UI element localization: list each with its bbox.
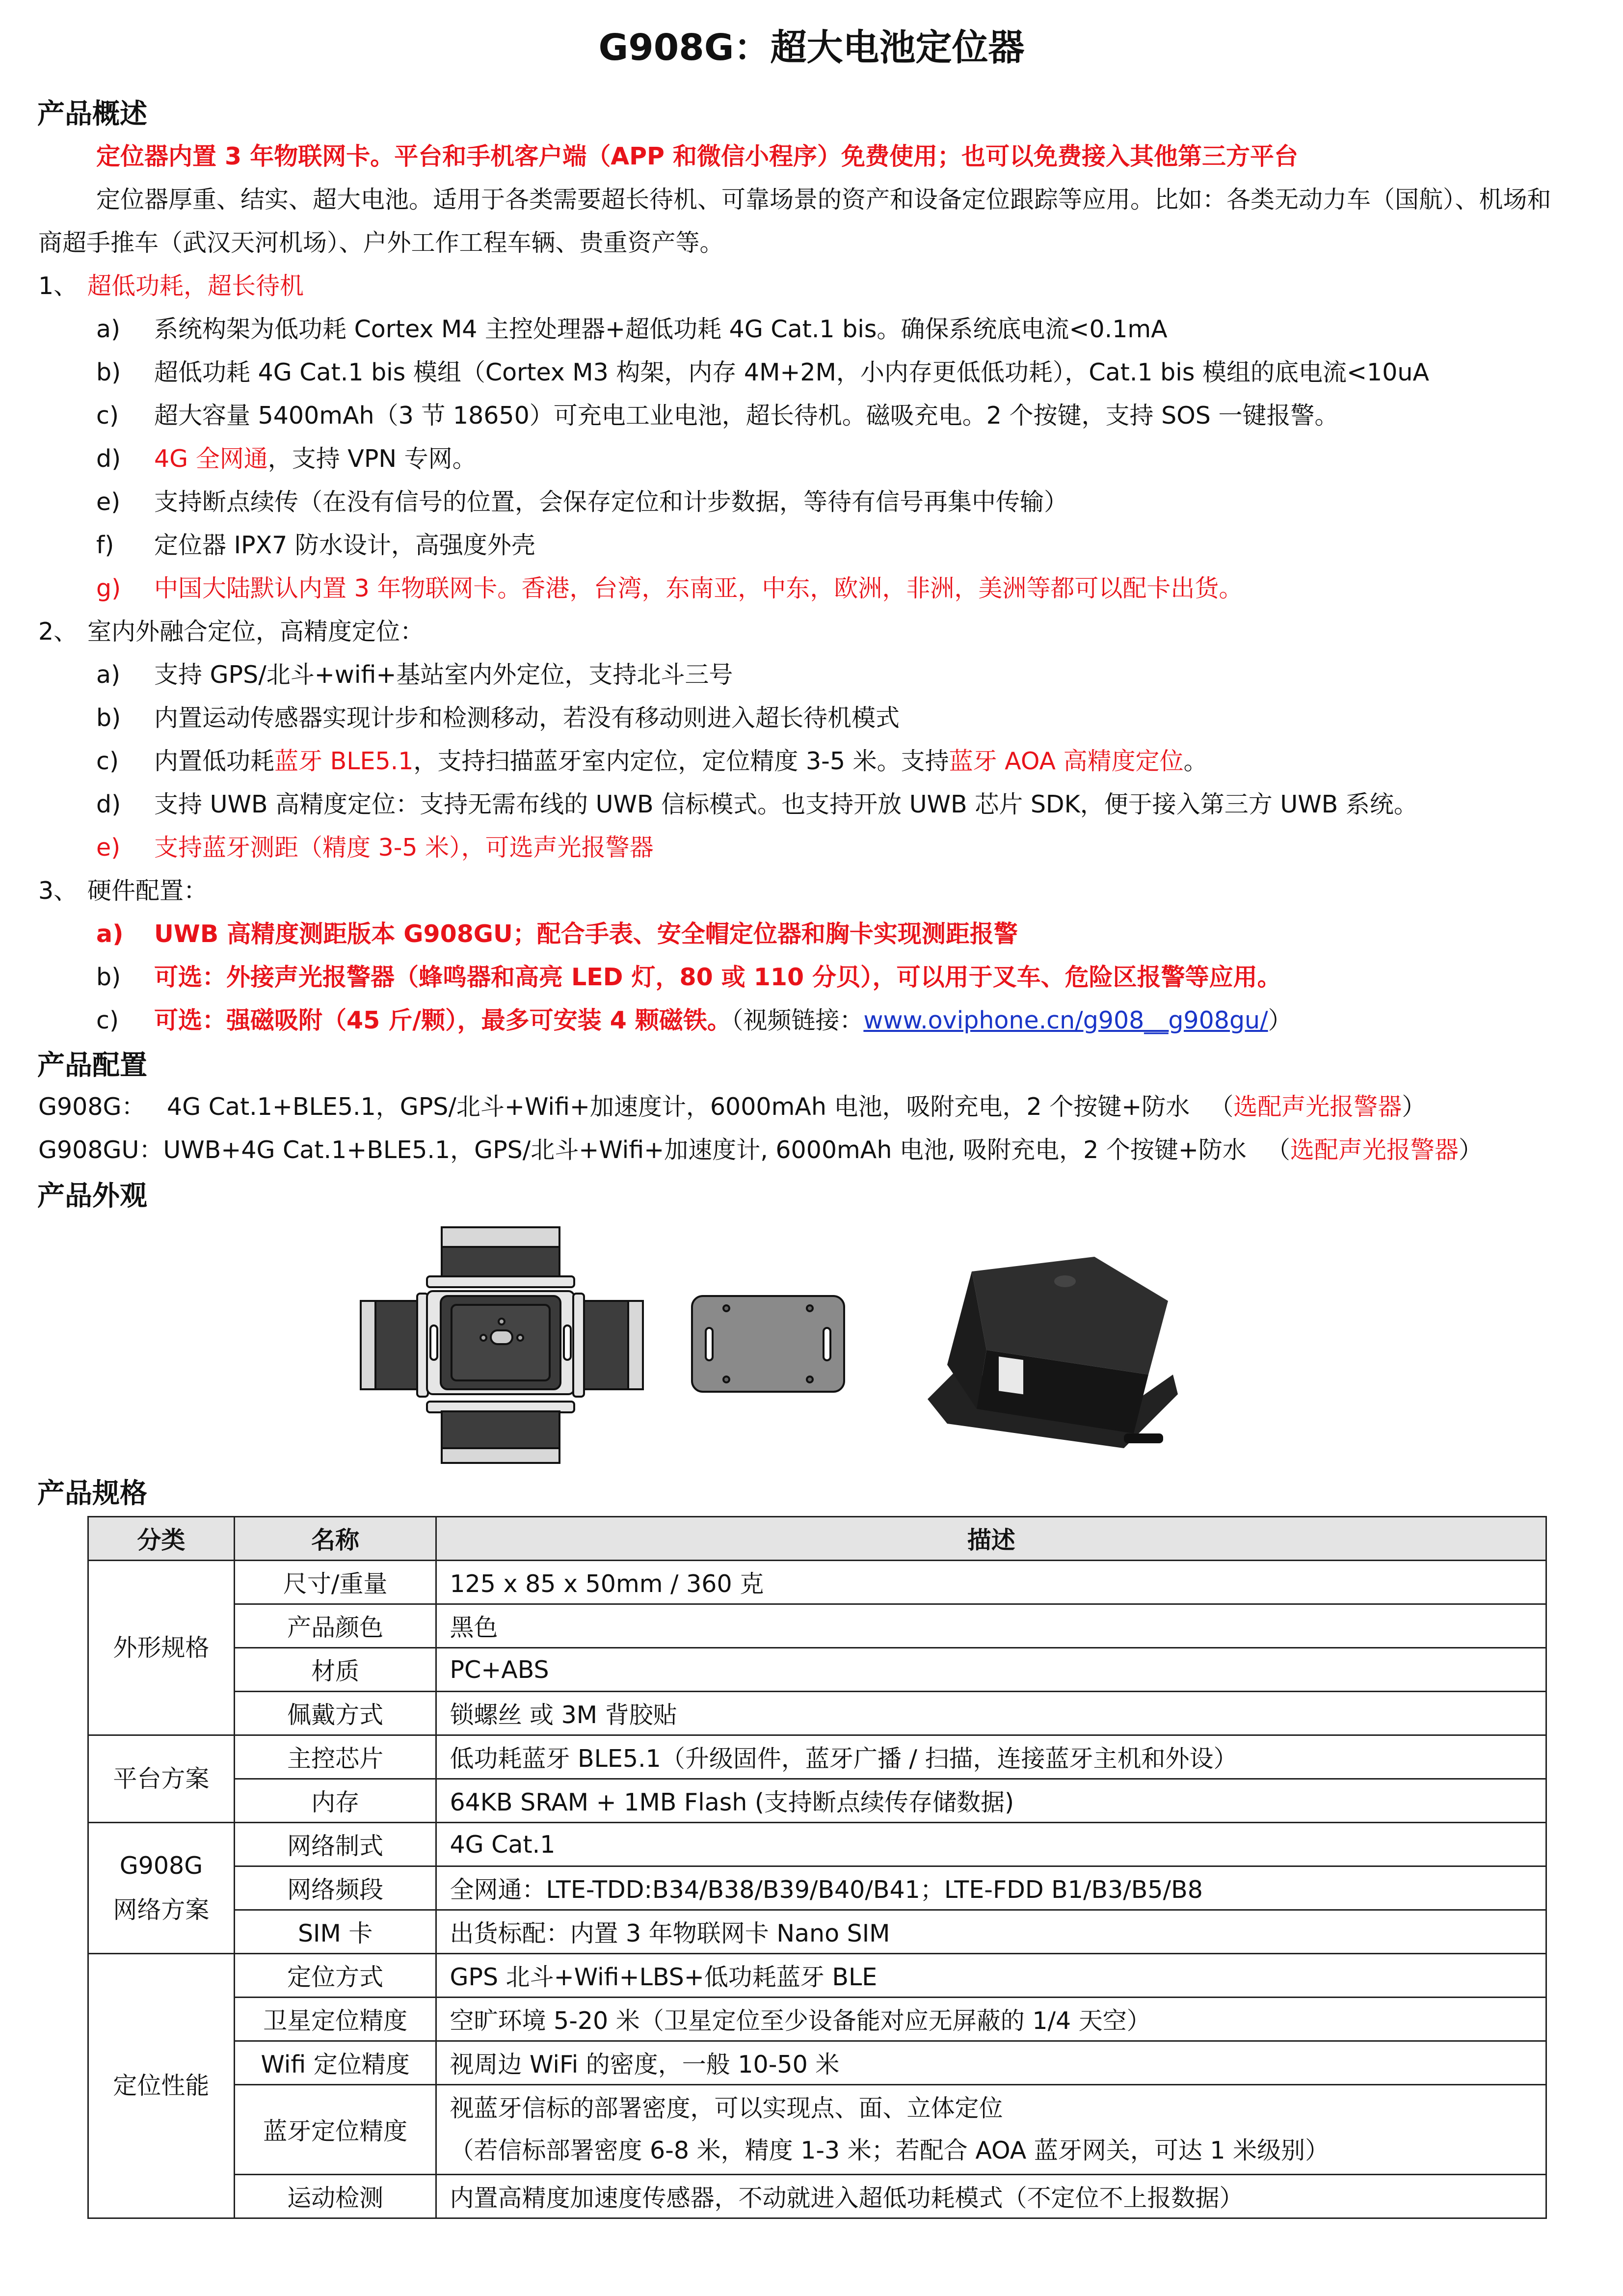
list2-item-c [154, 740, 1208, 783]
option-open-paren: （ [1209, 1093, 1234, 1121]
table-row [88, 1561, 1546, 1604]
table-category-network-line2: 网络方案 [113, 1896, 210, 1924]
video-link[interactable]: www.oviphone.cn/g908__g908gu/ [863, 1006, 1268, 1034]
table-category-network-line1: G908G [119, 1852, 203, 1880]
option-close-paren: ） [1458, 1136, 1483, 1164]
list3-item-c [154, 999, 1292, 1042]
list-letter: d) [96, 790, 121, 818]
overview-paragraph-line2: 商超手推车（武汉天河机场）、户外工作工程车辆、贵重资产等。 [38, 229, 724, 257]
list3-item-c-suffix: ） [1268, 1006, 1292, 1034]
list3-item-b: 可选：外接声光报警器（蜂鸣器和高亮 LED 灯，80 或 110 分贝），可以用于叉车、危险区报警等应用。 [154, 963, 1281, 991]
table-cell-desc: 空旷环境 5-20 米（卫星定位至少设备能对应无屏蔽的 1/4 天空） [436, 1998, 1546, 2041]
table-category-platform: 平台方案 [88, 1735, 235, 1823]
config-g908gu [38, 1129, 1483, 1172]
list-letter: b) [96, 704, 121, 732]
table-cell-desc [436, 2085, 1546, 2175]
table-row [88, 1735, 1546, 1779]
list3-heading: 硬件配置： [87, 877, 208, 905]
table-row [88, 1823, 1546, 1866]
list-letter: a) [96, 315, 121, 343]
list-letter: b) [96, 963, 121, 991]
page-title: G908G：超大电池定位器 [598, 27, 1025, 69]
list-letter: e) [96, 834, 121, 862]
list1-number: 1、 [38, 272, 78, 300]
list2-item-a: 支持 GPS/北斗+wifi+基站室内外定位，支持北斗三号 [154, 661, 733, 689]
table-cell-name: Wifi 定位精度 [234, 2041, 436, 2085]
config-g908g-option: 选配声光报警器 [1233, 1093, 1402, 1121]
table-cell-desc-line2: （若信标部署密度 6-8 米，精度 1-3 米；若配合 AOA 蓝牙网关，可达 1 米级别） [450, 2136, 1330, 2164]
table-cell-name: 尺寸/重量 [234, 1561, 436, 1604]
list3-item-c-red: 可选：强磁吸附（45 斤/颗），最多可安装 4 颗磁铁。 [154, 1006, 731, 1034]
list1-item-d-rest: ，支持 VPN 专网。 [267, 445, 477, 473]
table-cell-name: 佩戴方式 [234, 1692, 436, 1735]
table-cell-desc: GPS 北斗+Wifi+LBS+低功耗蓝牙 BLE [436, 1954, 1546, 1998]
table-row [88, 1604, 1546, 1648]
device-exploded-view-image [353, 1217, 854, 1473]
table-row [88, 2175, 1546, 2218]
list1-item-a: 系统构架为低功耗 Cortex M4 主控处理器+超低功耗 4G Cat.1 bis。确保系统底电流<0.1mA [154, 315, 1168, 343]
list1-item-c: 超大容量 5400mAh（3 节 18650）可充电工业电池，超长待机。磁吸充电。2 个按键，支持 SOS 一键报警。 [154, 402, 1339, 430]
table-row [88, 1954, 1546, 1998]
table-cell-desc: 低功耗蓝牙 BLE5.1（升级固件，蓝牙广播 / 扫描，连接蓝牙主机和外设） [436, 1735, 1546, 1779]
table-cell-name: 定位方式 [234, 1954, 436, 1998]
table-cell-name: 内存 [234, 1779, 436, 1823]
list1-item-f: 定位器 IPX7 防水设计，高强度外壳 [154, 531, 535, 559]
section-heading-spec: 产品规格 [37, 1478, 147, 1510]
section-heading-appearance: 产品外观 [37, 1180, 147, 1212]
config-g908gu-name: G908GU： [38, 1136, 163, 1164]
config-g908gu-option: 选配声光报警器 [1290, 1136, 1459, 1164]
table-category-network [88, 1823, 235, 1954]
table-cell-name: SIM 卡 [234, 1910, 436, 1954]
list-letter: b) [96, 358, 121, 386]
table-cell-desc: 视周边 WiFi 的密度，一般 10-50 米 [436, 2041, 1546, 2085]
table-row [88, 2041, 1546, 2085]
list-letter: a) [96, 920, 124, 948]
section-heading-overview: 产品概述 [37, 98, 147, 130]
list-letter: c) [96, 747, 119, 775]
table-cell-desc: PC+ABS [436, 1648, 1546, 1692]
list3-item-c-prefix: （视频链接： [731, 1006, 864, 1034]
list-letter: a) [96, 661, 121, 689]
list1-item-g: 中国大陆默认内置 3 年物联网卡。香港，台湾，东南亚，中东，欧洲，非洲，美洲等都可以配卡出货。 [154, 574, 1243, 602]
config-g908gu-desc: UWB+4G Cat.1+BLE5.1，GPS/北斗+Wifi+加速度计, 6000mAh 电池, 吸附充电，2 个按键+防水 [163, 1136, 1247, 1164]
table-cell-desc: 125 x 85 x 50mm / 360 克 [436, 1561, 1546, 1604]
table-cell-desc: 锁螺丝 或 3M 背胶贴 [436, 1692, 1546, 1735]
table-cell-desc: 出货标配：内置 3 年物联网卡 Nano SIM [436, 1910, 1546, 1954]
table-cell-desc: 内置高精度加速度传感器，不动就进入超低功耗模式（不定位不上报数据） [436, 2175, 1546, 2218]
table-cell-name: 产品颜色 [234, 1604, 436, 1648]
table-row [88, 1648, 1546, 1692]
list-letter: c) [96, 402, 119, 430]
table-cell-name: 主控芯片 [234, 1735, 436, 1779]
table-cell-desc: 黑色 [436, 1604, 1546, 1648]
config-g908g-name: G908G： [38, 1093, 146, 1121]
list1-item-d [154, 437, 477, 481]
list2-item-b: 内置运动传感器实现计步和检测移动，若没有移动则进入超长待机模式 [154, 704, 900, 732]
list3-number: 3、 [38, 877, 78, 905]
table-row [88, 2085, 1546, 2175]
list-letter: g) [96, 574, 121, 602]
table-header-description: 描述 [436, 1517, 1546, 1561]
list1-heading: 超低功耗，超长待机 [87, 272, 304, 300]
table-category-positioning: 定位性能 [88, 1954, 235, 2218]
table-cell-desc-line1: 视蓝牙信标的部署密度，可以实现点、面、立体定位 [450, 2094, 1003, 2122]
table-header-name: 名称 [234, 1517, 436, 1561]
table-row [88, 1692, 1546, 1735]
list2-item-c-part2: ，支持扫描蓝牙室内定位，定位精度 3-5 米。支持 [413, 747, 949, 775]
config-g908g-desc: 4G Cat.1+BLE5.1，GPS/北斗+Wifi+加速度计，6000mAh 电池，吸附充电，2 个按键+防水 [167, 1093, 1190, 1121]
table-cell-name: 卫星定位精度 [234, 1998, 436, 2041]
list2-heading: 室内外融合定位，高精度定位： [87, 618, 425, 646]
table-cell-name: 运动检测 [234, 2175, 436, 2218]
table-cell-name: 材质 [234, 1648, 436, 1692]
table-cell-name: 网络频段 [234, 1866, 436, 1910]
spec-table [87, 1516, 1547, 2219]
list2-item-c-part3: 。 [1183, 747, 1208, 775]
list-letter: f) [96, 531, 114, 559]
table-row [88, 1779, 1546, 1823]
table-header-category: 分类 [88, 1517, 235, 1561]
list1-item-b: 超低功耗 4G Cat.1 bis 模组（Cortex M3 构架，内存 4M+2M，小内存更低低功耗），Cat.1 bis 模组的底电流<10uA [154, 358, 1429, 386]
section-heading-config: 产品配置 [37, 1050, 147, 1081]
table-cell-name: 网络制式 [234, 1823, 436, 1866]
list1-item-e: 支持断点续传（在没有信号的位置，会保存定位和计步数据，等待有信号再集中传输） [154, 488, 1068, 516]
table-category-appearance: 外形规格 [88, 1561, 235, 1735]
list2-number: 2、 [38, 618, 78, 646]
table-cell-desc: 64KB SRAM + 1MB Flash (支持断点续传存储数据) [436, 1779, 1546, 1823]
list2-item-e: 支持蓝牙测距（精度 3-5 米），可选声光报警器 [154, 834, 654, 862]
table-cell-desc: 4G Cat.1 [436, 1823, 1546, 1866]
overview-highlight: 定位器内置 3 年物联网卡。平台和手机客户端（APP 和微信小程序）免费使用；也可以免费接入其他第三方平台 [96, 142, 1299, 170]
list3-item-a: UWB 高精度测距版本 G908GU；配合手表、安全帽定位器和胸卡实现测距报警 [154, 920, 1018, 948]
table-row [88, 1866, 1546, 1910]
list-letter: d) [96, 445, 121, 473]
list2-item-c-ble: 蓝牙 BLE5.1 [274, 747, 414, 775]
list2-item-c-part1: 内置低功耗 [154, 747, 275, 775]
table-cell-name: 蓝牙定位精度 [234, 2085, 436, 2175]
config-g908g [38, 1085, 1426, 1129]
overview-paragraph-line1: 定位器厚重、结实、超大电池。适用于各类需要超长待机、可靠场景的资产和设备定位跟踪等应用。比如：各类无动力车（国航）、机场和 [96, 186, 1551, 214]
list1-item-d-red: 4G 全网通 [154, 445, 268, 473]
table-cell-desc: 全网通：LTE-TDD:B34/B38/B39/B40/B41；LTE-FDD B1/B3/B5/B8 [436, 1866, 1546, 1910]
list-letter: c) [96, 1006, 119, 1034]
table-row [88, 1998, 1546, 2041]
list-letter: e) [96, 488, 121, 516]
list2-item-d: 支持 UWB 高精度定位：支持无需布线的 UWB 信标模式。也支持开放 UWB 芯片 SDK，便于接入第三方 UWB 系统。 [154, 790, 1418, 818]
option-close-paren: ） [1402, 1093, 1426, 1121]
table-row [88, 1910, 1546, 1954]
device-product-photo [918, 1247, 1193, 1453]
table-header-row [88, 1517, 1546, 1561]
option-open-paren: （ [1266, 1136, 1290, 1164]
list2-item-c-aoa: 蓝牙 AOA 高精度定位 [949, 747, 1184, 775]
